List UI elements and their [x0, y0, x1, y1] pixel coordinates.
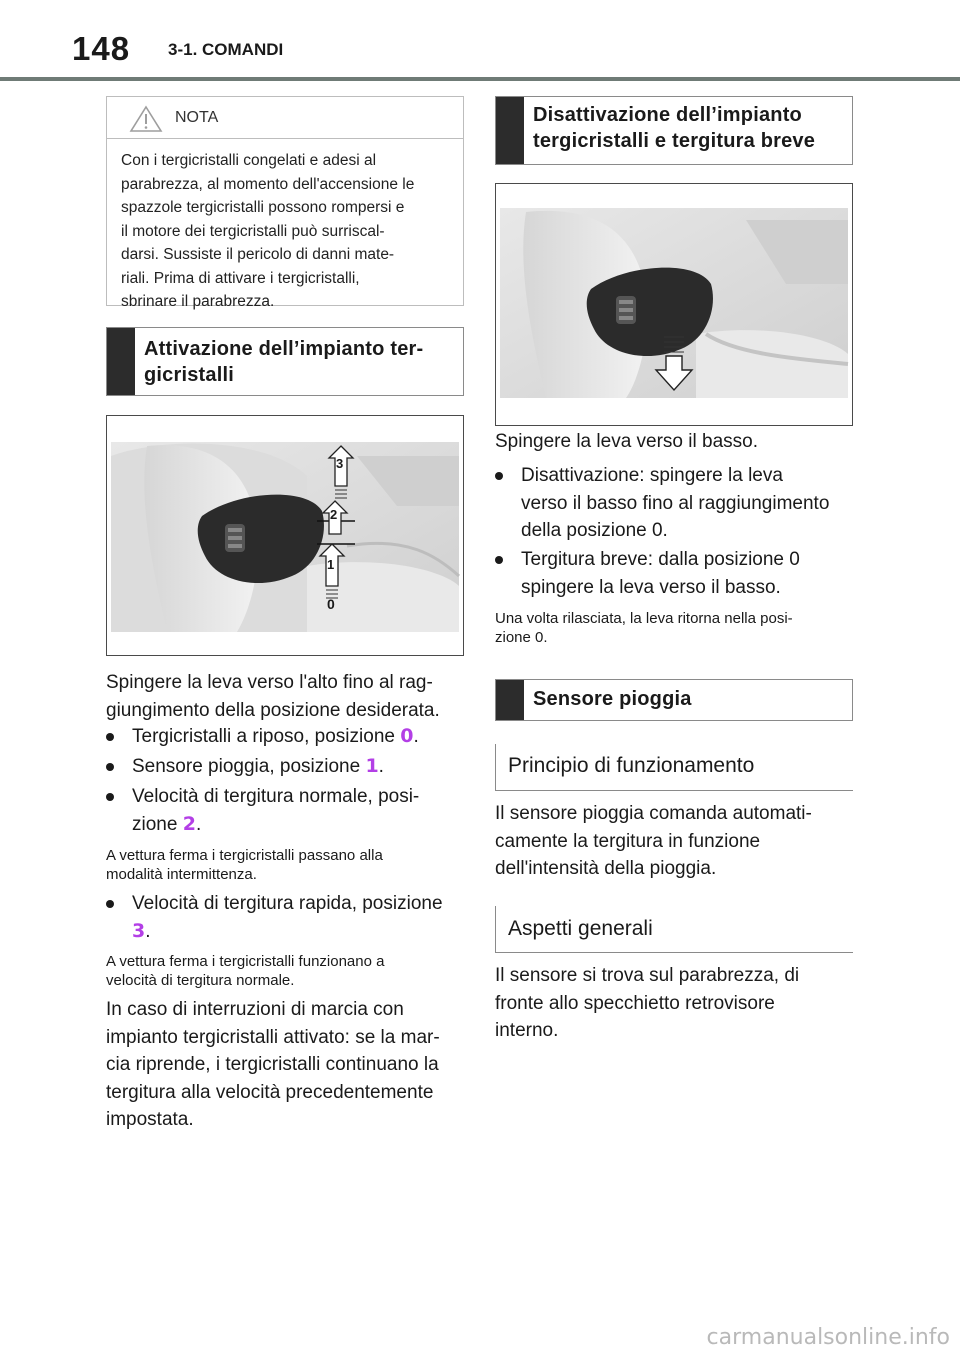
note-line: il motore dei tergicristalli può surriscal-	[121, 222, 385, 240]
note-line: parabrezza, al momento dell'accensione le	[121, 175, 415, 193]
bullet-dot	[495, 556, 503, 564]
position-number: 3	[132, 919, 146, 942]
subheader-general	[495, 906, 853, 953]
section-header-deactivation	[495, 96, 853, 165]
bullet-text: Velocità di tergitura normale, posi-	[132, 786, 420, 807]
section-header-line: Disattivazione dell’impianto	[533, 104, 802, 126]
bullet-text: Sensore pioggia, posizione	[132, 756, 366, 777]
lever-down-illustration	[496, 184, 852, 425]
text-line: camente la tergitura in funzione	[495, 830, 761, 852]
bullet-text: spingere la leva verso il basso.	[521, 576, 781, 598]
section-header-title	[144, 336, 423, 388]
note-intermittent	[106, 846, 466, 884]
bullet-end: .	[413, 726, 419, 747]
note-header	[107, 97, 463, 139]
text-line: A vettura ferma i tergicristalli funzionano a	[106, 953, 385, 970]
position-number: 2	[182, 812, 196, 835]
note-normal-speed	[106, 952, 466, 990]
note-release	[495, 609, 857, 647]
bullet-deactivation	[495, 462, 857, 545]
principle-paragraph	[495, 800, 857, 883]
bullet-position-0	[106, 723, 466, 751]
lever-up-illustration	[107, 416, 463, 655]
figure-label-3: 3	[336, 456, 344, 471]
subheader-title: Principio di funzionamento	[508, 754, 755, 777]
text-line: Il sensore si trova sul parabrezza, di	[495, 965, 800, 986]
figure-label-2: 2	[330, 507, 338, 522]
section-header-activation	[106, 327, 464, 396]
section-title: 3-1. COMANDI	[168, 40, 284, 59]
note-line: spazzole tergicristalli possono rompersi e	[121, 199, 405, 216]
section-header-title	[533, 102, 815, 154]
text-line: In caso di interruzioni di marcia con	[106, 999, 404, 1020]
position-number: 1	[365, 755, 379, 777]
text-line: dell'intensità della pioggia.	[495, 858, 717, 879]
bullet-text: zione	[132, 813, 183, 835]
general-paragraph	[495, 962, 857, 1045]
subheader-title: Aspetti generali	[508, 917, 653, 940]
text-line: cia riprende, i tergicristalli continuano la	[106, 1054, 439, 1075]
section-header-bar	[496, 97, 524, 164]
bullet-text: Velocità di tergitura rapida, posizione	[132, 893, 443, 914]
bullet-text: Tergicristalli a riposo, posizione	[132, 726, 401, 747]
note-line: darsi. Sussiste il pericolo di danni mate-	[121, 246, 395, 263]
section-header-line: Attivazione dell’impianto ter-	[144, 338, 424, 360]
position-number: 0	[400, 725, 414, 747]
bullet-dot	[106, 793, 114, 801]
note-body	[107, 139, 463, 314]
figure-lever-up	[106, 415, 464, 656]
text-line: impianto tergicristalli attivato: se la mar-	[106, 1026, 440, 1048]
section-header-bar	[107, 328, 135, 395]
text-line: Una volta rilasciata, la leva ritorna nella posi-	[495, 610, 793, 627]
page-number: 148	[72, 30, 131, 67]
section-header-title: Sensore pioggia	[533, 688, 692, 710]
text-line: zione 0.	[495, 629, 548, 646]
bullet-end: .	[378, 756, 384, 777]
note-line: Con i tergicristalli congelati e adesi al	[121, 152, 377, 169]
text-line: Il sensore pioggia comanda automati-	[495, 803, 812, 824]
deactivation-intro: Spingere la leva verso il basso.	[495, 431, 758, 452]
subheader-principle	[495, 744, 853, 791]
bullet-position-3	[106, 890, 466, 945]
warning-triangle-icon	[129, 105, 163, 133]
bullet-text: della posizione 0.	[521, 520, 668, 541]
note-box	[106, 96, 464, 310]
text-line: velocità di tergitura normale.	[106, 972, 295, 989]
bullet-text: Tergitura breve: dalla posizione 0	[521, 549, 800, 570]
figure-label-1: 1	[327, 557, 335, 572]
bullet-position-1	[106, 753, 466, 781]
note-title: NOTA	[175, 109, 219, 126]
text-line: giungimento della posizione desiderata.	[106, 699, 440, 721]
text-line: tergitura alla velocità precedentemente	[106, 1081, 434, 1103]
bullet-text: Disattivazione: spingere la leva	[521, 465, 783, 486]
note-line: sbrinare il parabrezza.	[121, 293, 275, 310]
bullet-dot	[495, 472, 503, 480]
activation-intro	[106, 669, 466, 724]
note-line: riali. Prima di attivare i tergicristalli,	[121, 269, 360, 287]
figure-label-0: 0	[327, 596, 335, 612]
section-header-rain-sensor	[495, 679, 853, 721]
text-line: interno.	[495, 1020, 559, 1041]
bullet-end: .	[195, 813, 202, 835]
section-header-line: gicristalli	[144, 364, 235, 386]
interruption-paragraph	[106, 996, 468, 1134]
section-header-line: tergicristalli e tergitura breve	[533, 130, 816, 152]
header-rule	[0, 77, 960, 81]
figure-lever-down	[495, 183, 853, 426]
bullet-end: .	[145, 920, 151, 942]
section-header-bar	[496, 680, 524, 720]
text-line: impostata.	[106, 1109, 194, 1130]
bullet-dot	[106, 733, 114, 741]
bullet-position-2	[106, 783, 466, 838]
text-line: modalità intermittenza.	[106, 866, 257, 883]
bullet-dot	[106, 900, 114, 908]
bullet-dot	[106, 763, 114, 771]
text-line: Spingere la leva verso l'alto fino al rag-	[106, 672, 433, 693]
text-line: fronte allo specchietto retrovisore	[495, 992, 775, 1014]
bullet-text: verso il basso fino al raggiungimento	[521, 492, 830, 514]
watermark-text: carmanualsonline.info	[706, 1325, 950, 1350]
bullet-short-wipe	[495, 546, 857, 601]
text-line: A vettura ferma i tergicristalli passano alla	[106, 847, 383, 864]
